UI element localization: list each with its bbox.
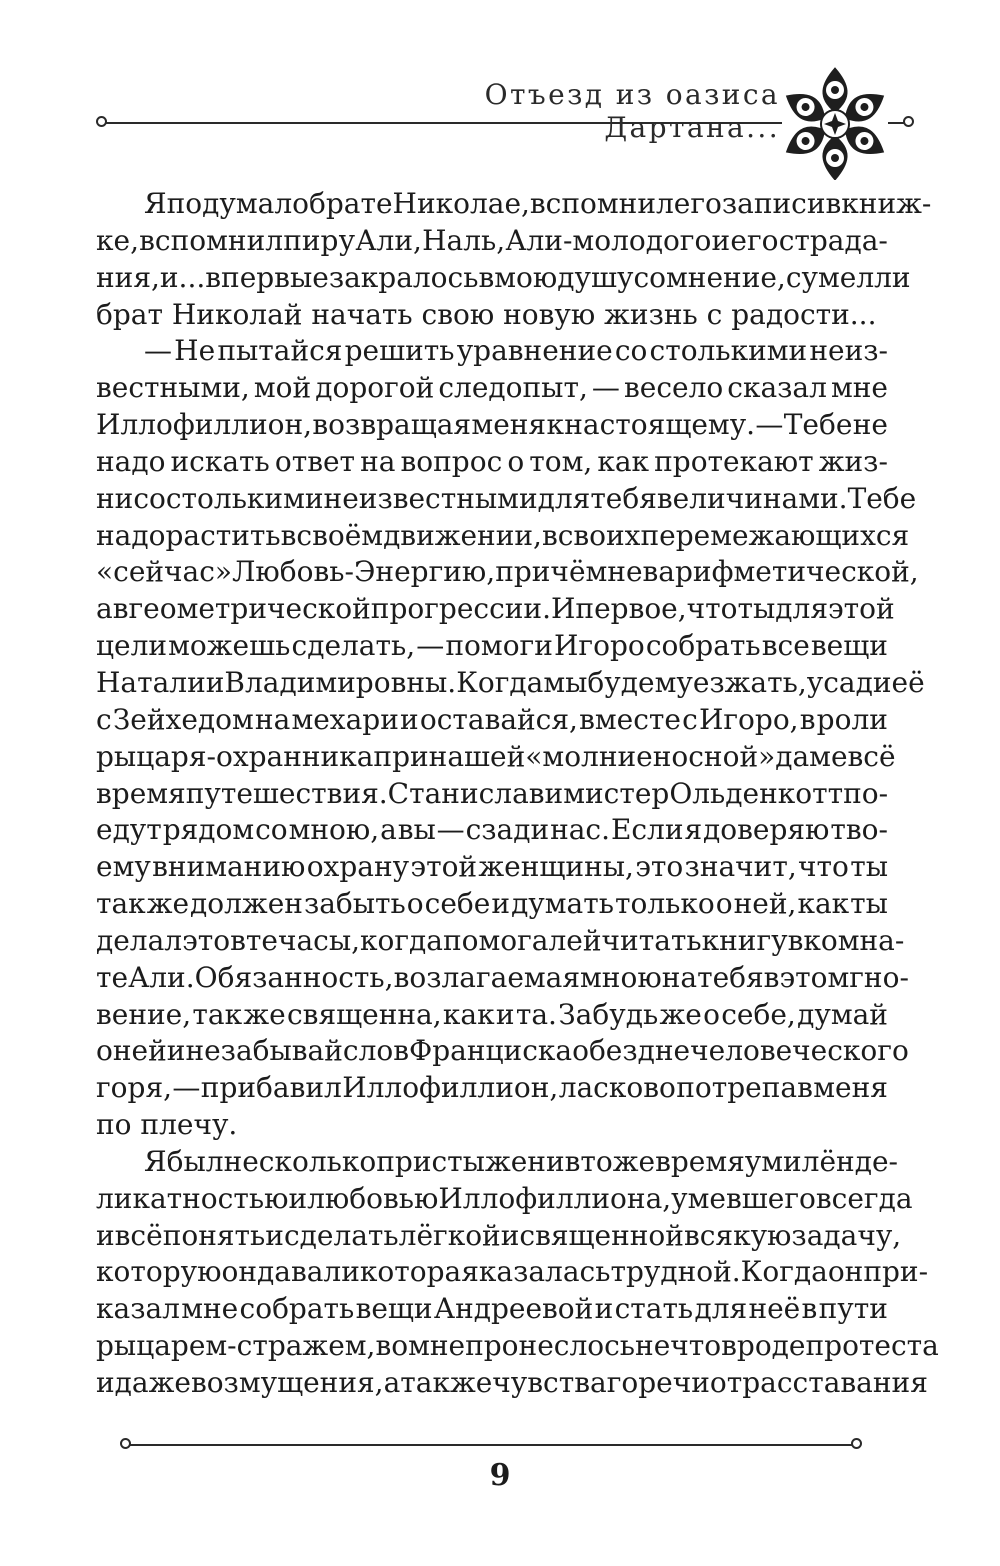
text-line: цели можешь сделать, — помоги Игоро собрать все вещи [96, 629, 888, 663]
text-line: едут рядом со мною, а вы — сзади нас. Если я доверяю тво- [96, 813, 888, 847]
text-line: надо искать ответ на вопрос о том, как протекают жиз- [96, 444, 888, 478]
text-line: Я подумал о брате Николае, вспомнил его записи в книж- [144, 187, 932, 220]
page-number: 9 [489, 1458, 511, 1493]
text-line: и даже возмущения, а также чувства горечи от расставания [96, 1366, 928, 1399]
footer-rule [128, 1444, 856, 1446]
text-line: время путешествия. Станислав и мистер Ольденкотт по- [96, 776, 889, 810]
header-rule-left-dot [96, 116, 107, 127]
text-line: а в геометрической прогрессии. И первое, что ты для этой [96, 592, 895, 626]
text-line: «сейчас» Любовь-Энергию, причём не в арифметической, [96, 555, 919, 589]
text-line: вестными, мой дорогой следопыт, — весело сказал мне [96, 371, 888, 405]
text-line: — Не пытайся решить уравнение со столькими неиз- [144, 334, 888, 368]
text-line: о ней и не забывай слов Франциска о бездне человеческого [96, 1034, 909, 1068]
text-line: брат Николай начать свою новую жизнь с радости... [96, 297, 877, 331]
text-line: Я был несколько пристыжен и в то же время умилён де- [144, 1144, 898, 1178]
text-line: горя, — прибавил Иллофиллион, ласково потрепав меня [96, 1071, 888, 1105]
text-line: ни со столькими неизвестными для тебя величинами. Тебе [96, 481, 917, 515]
text-line: надо растить в своём движении, в своих перемежающихся [96, 518, 910, 552]
text-line: ликатностью и любовью Иллофиллиона, умевшего всегда [96, 1181, 913, 1215]
text-line: рыцарем-стражем, во мне пронеслось нечто вроде протеста [96, 1329, 939, 1363]
lotus-mandala-ornament-icon [782, 64, 888, 180]
footer-rule-right-dot [851, 1438, 862, 1449]
text-line: делал это в те часы, когда помогал ей читать книгу в комна- [96, 923, 905, 957]
running-header-title: Отъезд из оазиса Дартана... [484, 78, 780, 144]
body-text [96, 186, 939, 1402]
text-line: ке, вспомнил пир у Али, Наль, Али-молодого и его страда- [96, 223, 888, 257]
text-line: те Али. Обязанность, возлагаемая мною на тебя в это мгно- [96, 960, 909, 994]
header-rule-right-dot [903, 116, 914, 127]
text-line: которую он давал и которая казалась трудной. Когда он при- [96, 1255, 929, 1289]
text-line: так же должен забыть о себе и думать только о ней, как ты [96, 887, 888, 921]
text-line: по плечу. [96, 1108, 238, 1142]
text-line: и всё понять и сделать лёгкой и священной всякую задачу, [96, 1218, 902, 1252]
text-line: с Зейхедом на мехари и оставайся, вместе с Игоро, в роли [96, 702, 888, 736]
text-line: казал мне собрать вещи Андреевой и стать для неё в пути [96, 1292, 888, 1326]
text-line: ния, и... впервые закралось в мою душу сомнение, сумел ли [96, 260, 911, 294]
text-line: рыцаря-охранника при нашей «молниеносной» даме всё [96, 739, 896, 773]
text-line: вение, так же священна, как и та. Забудь же о себе, думай [96, 997, 888, 1031]
text-line: Наталии Владимировны. Когда мы будем уезжать, усади её [96, 665, 925, 699]
footer-rule-left-dot [120, 1438, 131, 1449]
text-line: Иллофиллион, возвращая меня к настоящему. — Тебе не [96, 408, 888, 442]
text-line: ему вниманию охрану этой женщины, это значит, что ты [96, 850, 888, 884]
